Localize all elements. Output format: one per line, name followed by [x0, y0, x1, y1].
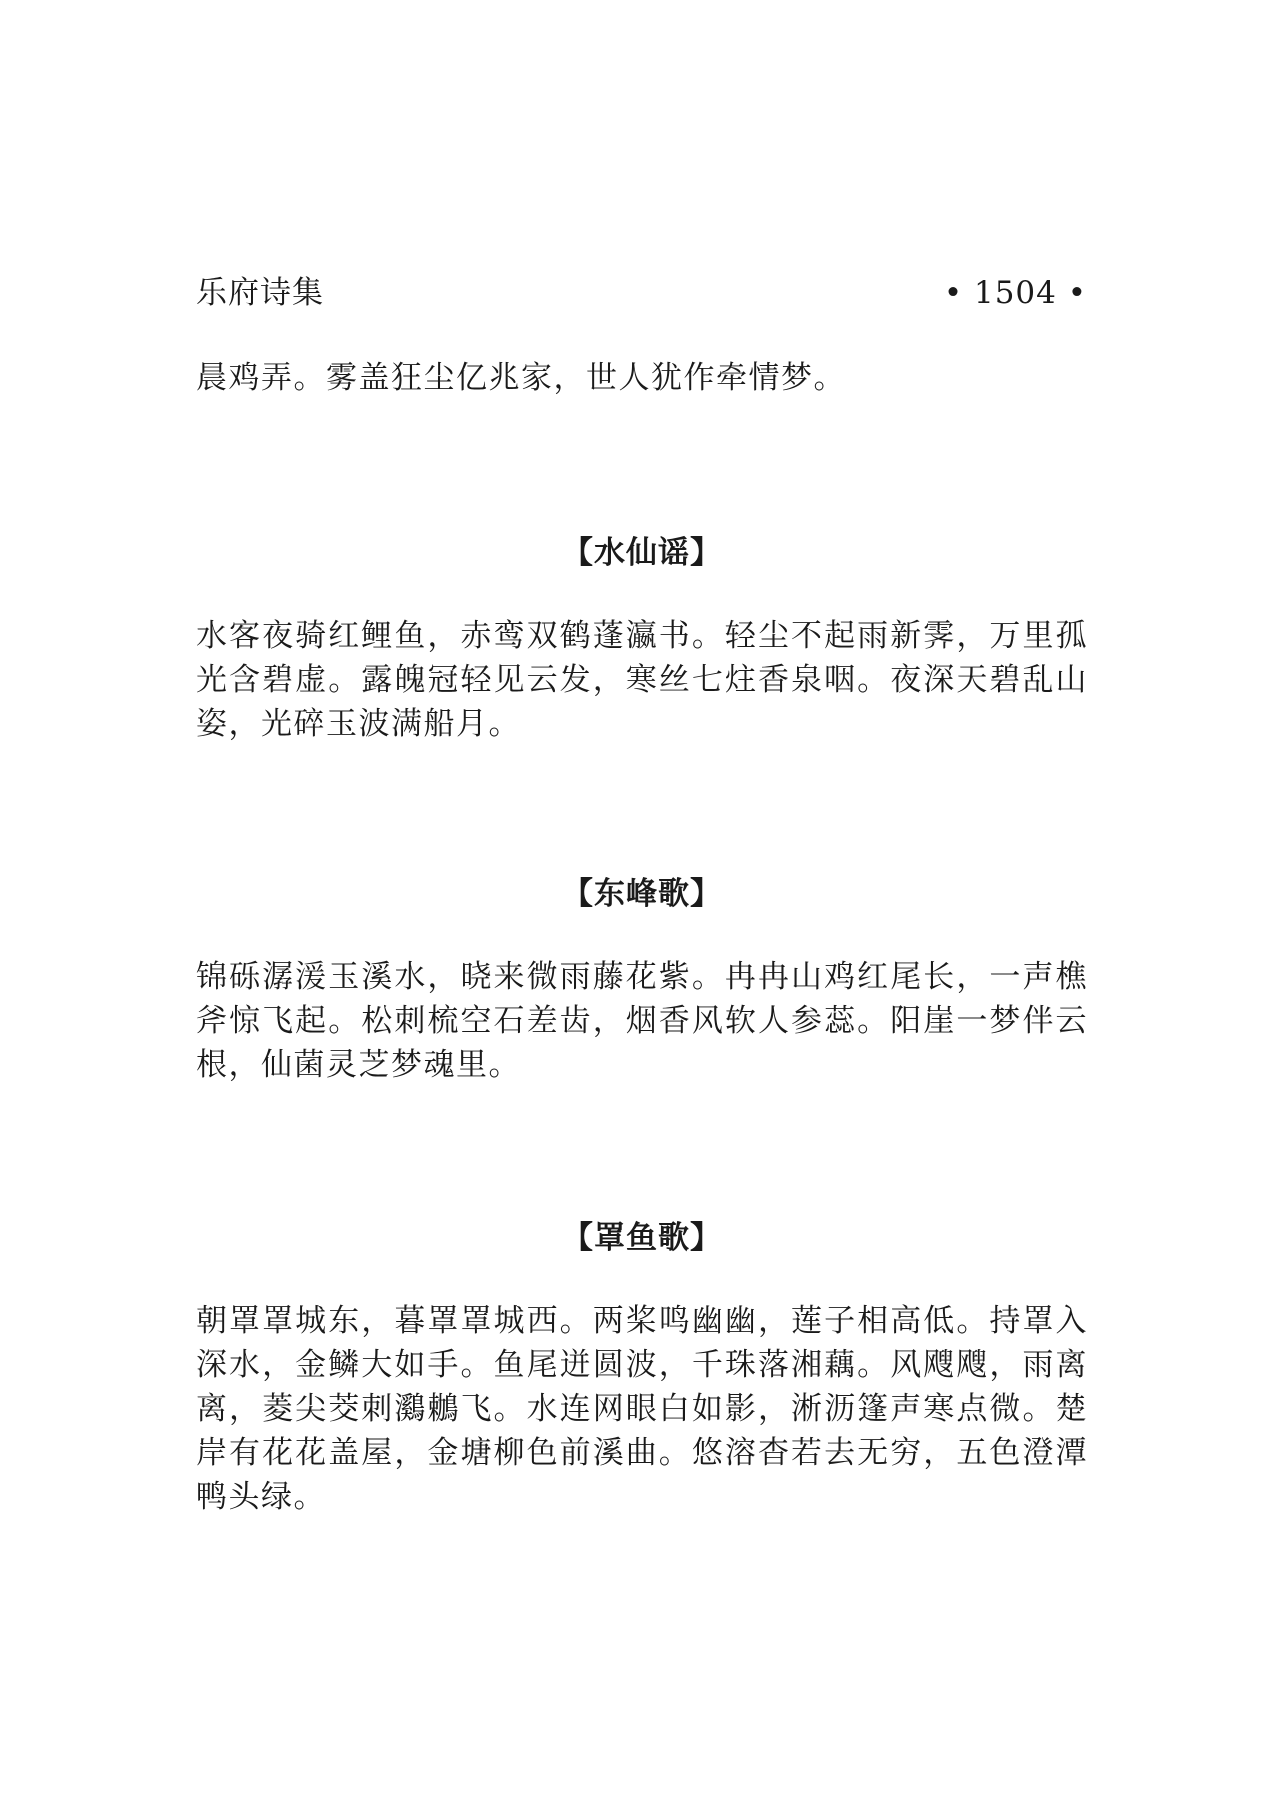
poem-text: 水客夜骑红鲤鱼，赤鸾双鹤蓬瀛书。轻尘不起雨新霁，万里孤光含碧虚。露魄冠轻见云发，寒丝七炷香泉咽。夜深天碧乱山姿，光碎玉波满船月。: [196, 618, 1088, 742]
poem-text: 锦砾潺湲玉溪水，晓来微雨藤花紫。冉冉山鸡红尾长，一声樵斧惊飞起。松刺梳空石差齿，烟香风软人参蕊。阳崖一梦伴云根，仙菌灵芝梦魂里。: [196, 959, 1088, 1083]
page-number: • 1504 •: [943, 275, 1087, 311]
continuation-text: 晨鸡弄。雾盖狂尘亿兆家，世人犹作牵情梦。: [196, 360, 846, 396]
poem-title: 【罩鱼歌】: [562, 1220, 722, 1256]
book-title: 乐府诗集: [196, 275, 324, 311]
poem-title: 【水仙谣】: [562, 535, 722, 571]
poem-title: 【东峰歌】: [562, 876, 722, 912]
poem-text: 朝罩罩城东，暮罩罩城西。两桨鸣幽幽，莲子相高低。持罩入深水，金鳞大如手。鱼尾迸圆波，千珠落湘藕。风飕飕，雨离离，菱尖茭刺鸂鶒飞。水连网眼白如影，淅沥篷声寒点微。楚岸有花花盖屋，金塘柳色前溪曲。悠溶杳若去无穷，五色澄潭鸭头绿。: [196, 1303, 1088, 1515]
page-header: [196, 268, 1087, 318]
